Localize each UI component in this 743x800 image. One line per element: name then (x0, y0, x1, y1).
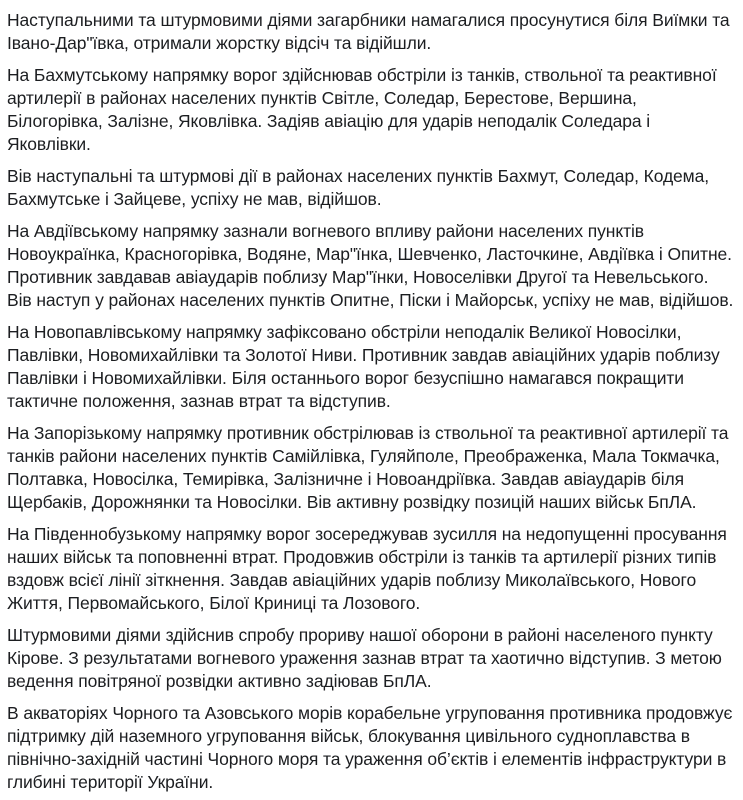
paragraph: На Бахмутському напрямку ворог здійснював обстріли із танків, ствольної та реактивної артилерії в районах населених пунктів Світле, Соледар, Берестове, Вершина, Білогорівка, Залізне, Яковлівка. Задіяв авіацію для ударів неподалік Соледара і Яковлівки. (7, 65, 717, 154)
paragraph: Вів наступальні та штурмові дії в районах населених пунктів Бахмут, Соледар, Кодема, Бахмутське і Зайцеве, успіху не мав, відійшов. (7, 166, 710, 209)
paragraph: В акваторіях Чорного та Азовського морів корабельне угруповання противника продовжує підтримку дій наземного угруповання військ, блокування цивільного судноплавства в північно-західній частині Чорного моря та ураження об’єктів і елементів інфраструктури в глибині території України. (7, 703, 733, 792)
paragraph: Штурмовими діями здійснив спробу прориву нашої оборони в районі населеного пункту Кірове. З результатами вогневого ураження зазнав втрат та хаотично відступив. З метою ведення повітряної розвідки активно задіював БпЛА. (7, 625, 722, 691)
paragraph: Наступальними та штурмовими діями загарбники намагалися просунутися біля Виїмки та Івано-Дар"ївка, отримали жорстку відсіч та відійшли. (7, 10, 730, 53)
paragraph: На Авдіївському напрямку зазнали вогневого впливу райони населених пунктів Новоукраїнка, Красногорівка, Водяне, Мар"їнка, Шевченко, Ласточкине, Авдіївка і Опитне. Противник завдавав авіаударів поблизу Мар"їнки, Новоселівки Другої та Невельського. Вів наступ у районах населених пунктів Опитне, Піски і Майорськ, успіху не мав, відійшов. (7, 221, 734, 310)
paragraph: На Новопавлівському напрямку зафіксовано обстріли неподалік Великої Новосілки, Павлівки, Новомихайлівки та Золотої Ниви. Противник завдав авіаційних ударів поблизу Павлівки і Новомихайлівки. Біля останнього ворог безуспішно намагався покращити тактичне положення, зазнав втрат та відступив. (7, 322, 720, 411)
paragraph: На Запорізькому напрямку противник обстрілював із ствольної та реактивної артилерії та танків райони населених пунктів Самійлівка, Гуляйполе, Преображенка, Мала Токмачка, Полтавка, Новосілка, Темирівка, Залізничне і Новоандріївка. Завдав авіаударів біля Щербаків, Дорожнянки та Новосілки. Вів активну розвідку позицій наших військ БпЛА. (7, 423, 729, 512)
paragraph: На Південнобузькому напрямку ворог зосереджував зусилля на недопущенні просування наших військ та поповненні втрат. Продовжив обстріли із танків та артилерії різних типів вздовж всієї лінії зіткнення. Завдав авіаційних ударів поблизу Миколаївського, Нового Життя, Первомайського, Білої Криниці та Лозового. (7, 524, 727, 613)
